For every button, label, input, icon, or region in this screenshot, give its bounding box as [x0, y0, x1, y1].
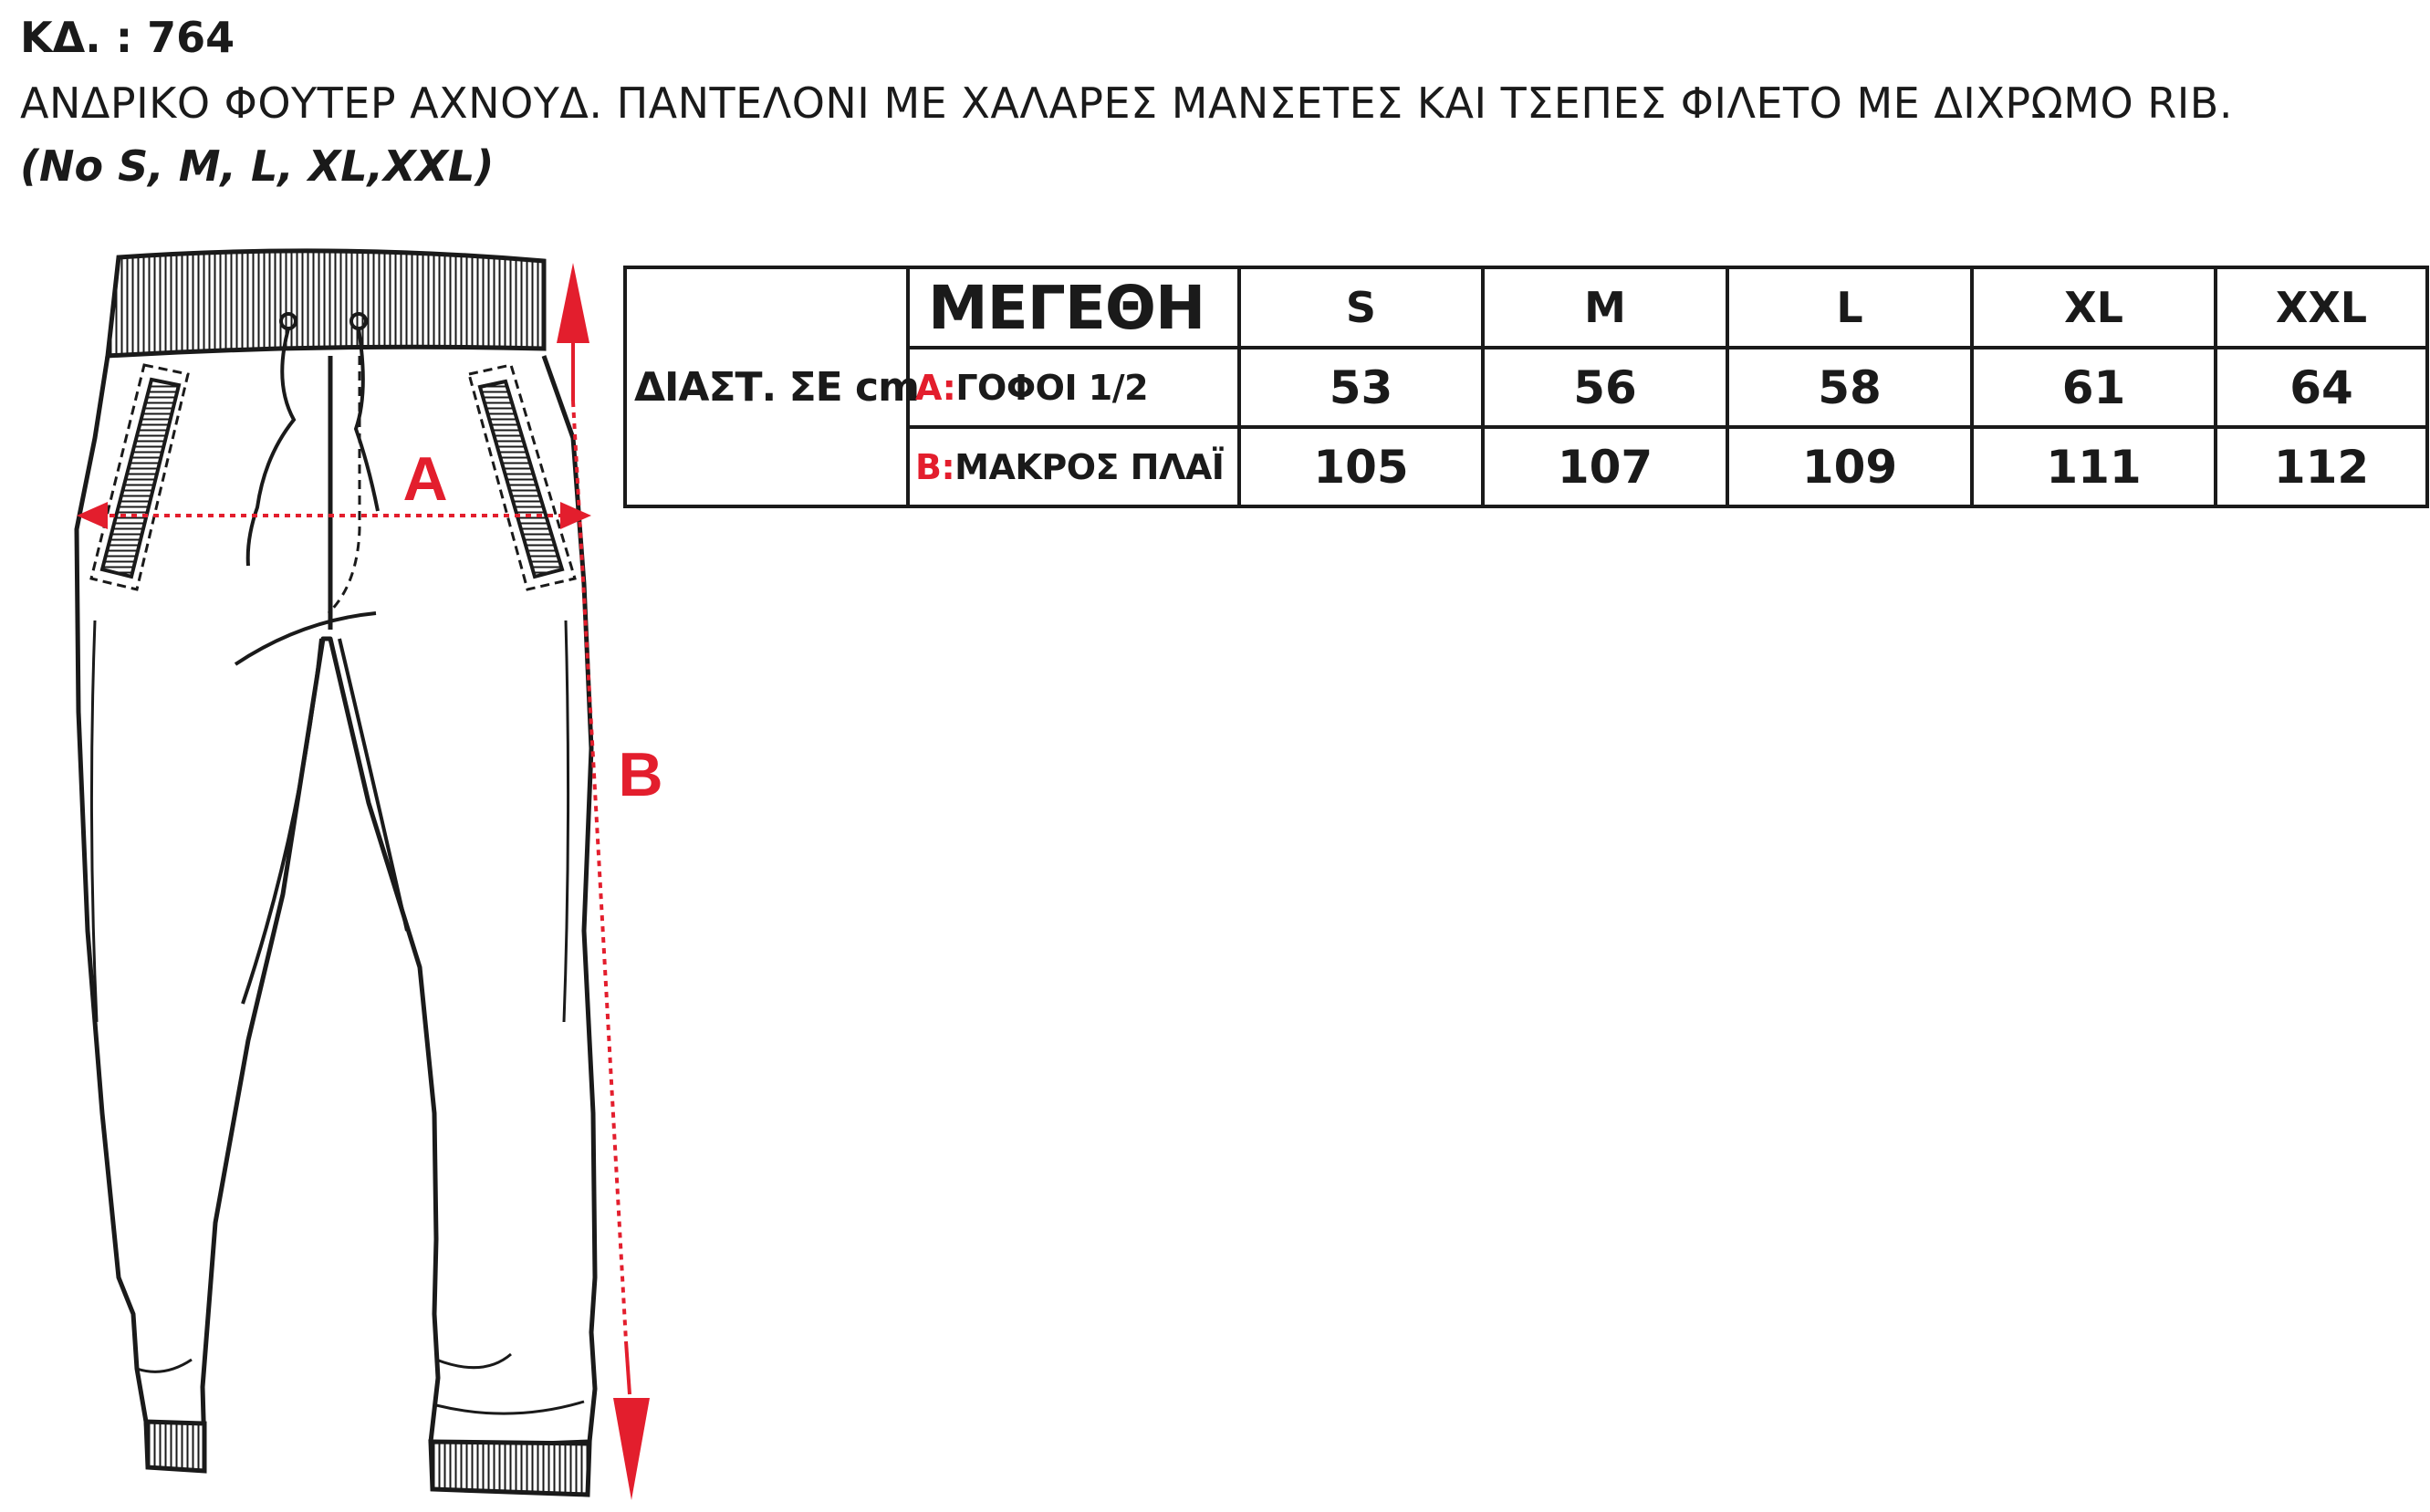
size-header: L [1727, 267, 1972, 348]
table-cell: 107 [1483, 427, 1727, 506]
pocket-left [91, 365, 188, 589]
pants-technical-drawing [0, 237, 663, 1512]
label-b: B [618, 740, 663, 809]
size-header: XL [1972, 267, 2216, 348]
size-header: XXL [2216, 267, 2427, 348]
table-cell: 109 [1727, 427, 1972, 506]
arrow-right-icon [560, 502, 591, 529]
available-sizes: (No S, M, L, XL,XXL) [20, 141, 495, 191]
table-cell: 111 [1972, 427, 2216, 506]
table-cell: 53 [1239, 348, 1483, 427]
arrow-up-icon [557, 263, 589, 343]
row-key: B: [915, 446, 955, 487]
arrow-down-icon [613, 1398, 650, 1500]
table-cell: 61 [1972, 348, 2216, 427]
table-cell: 56 [1483, 348, 1727, 427]
label-a: A [402, 444, 448, 514]
row-label-b [908, 427, 1239, 506]
table-cell: 105 [1239, 427, 1483, 506]
row-label-text: ΓΟΦΟΙ 1/2 [955, 367, 1149, 408]
product-description: ΑΝΔΡΙΚΟ ΦΟΥΤΕΡ ΑΧΝΟΥΔ. ΠΑΝΤΕΛΟΝΙ ΜΕ ΧΑΛΑΡΕΣ ΜΑΝΣΕΤΕΣ ΚΑΙ ΤΣΕΠΕΣ ΦΙΛΕΤΟ ΜΕ ΔΙΧΡΩΜΟ RIB. [20, 78, 2233, 128]
cuff-right [431, 1442, 589, 1495]
table-cell: 58 [1727, 348, 1972, 427]
drawstring-left [248, 328, 294, 566]
waistband [108, 251, 544, 356]
table-cell: 64 [2216, 348, 2427, 427]
row-label-text: ΜΑΚΡΟΣ ΠΛΑΪ [954, 446, 1225, 487]
table-cell: 112 [2216, 427, 2427, 506]
sizes-heading: ΜΕΓΕΘΗ [908, 267, 1239, 348]
size-chart [623, 266, 2429, 508]
product-code: ΚΔ. : 764 [20, 13, 235, 62]
size-header: S [1239, 267, 1483, 348]
size-header: M [1483, 267, 1727, 348]
row-label-a [908, 348, 1239, 427]
row-key: A: [915, 367, 956, 408]
units-label: ΔΙΑΣΤ. ΣΕ cm [625, 267, 908, 506]
cuff-left [146, 1422, 204, 1471]
